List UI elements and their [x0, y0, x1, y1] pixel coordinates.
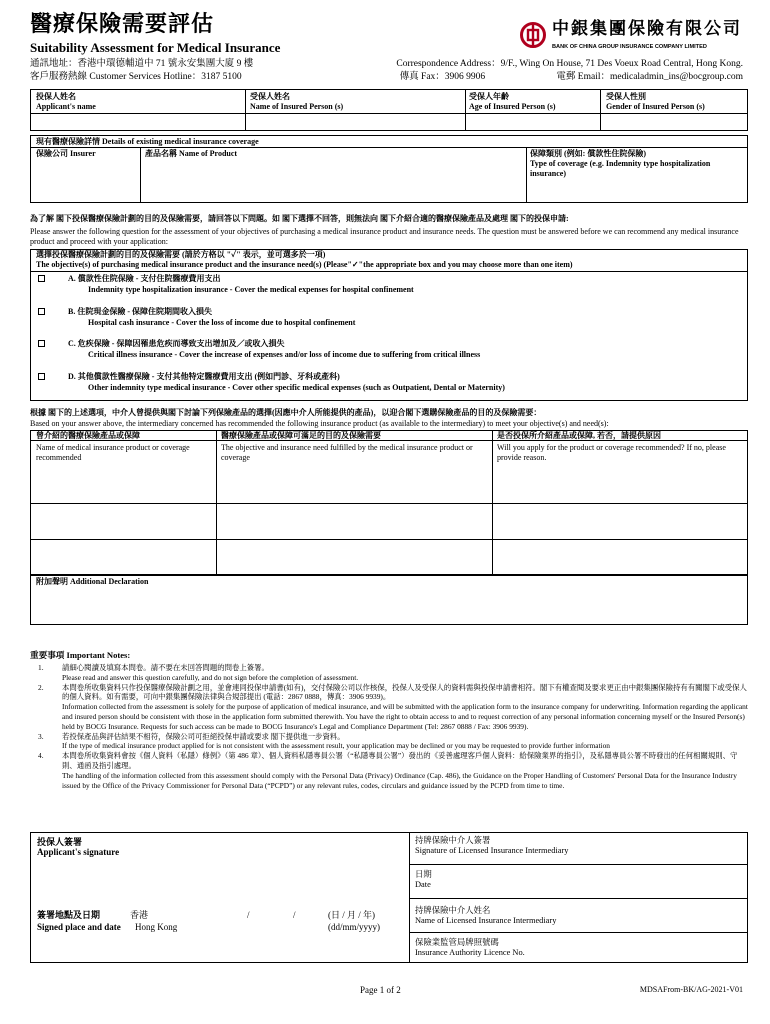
- rec-col-apply-en: Will you apply for the product or coverage recommended? If no, please provide reason.: [497, 443, 726, 462]
- company-logo: [520, 19, 748, 52]
- rec-col-apply-zh: 是否投保所介紹產品或保障, 若否，請提供原因: [497, 431, 661, 440]
- rec-col-objective-zh: 醫療保險產品或保障可滿足的目的及保險需要: [221, 431, 381, 440]
- checkbox-b[interactable]: [38, 308, 45, 315]
- form-code: MDSAFrom-BK/AG-2021-V01: [639, 985, 743, 994]
- licence-number-label[interactable]: 保險業監管局牌照號碼 Insurance Authority Licence No.: [415, 938, 525, 957]
- date-format-en: (dd/mm/yyyy): [328, 922, 380, 932]
- checkbox-c[interactable]: [38, 340, 45, 347]
- recommend-intro-zh: 根據 閣下的上述選項，中介人曾提供與閣下討論下列保險產品的選擇(因應中介人所能提供的產品)，以迎合閣下選購保險產品的目的及保險需要：: [30, 408, 542, 417]
- logo-text-zh: 中銀集團保險有限公司: [552, 19, 742, 39]
- insured-name-field[interactable]: [246, 114, 464, 130]
- company-address-block: [30, 58, 253, 84]
- note-item: 2. 本問卷所收集資料只作投保醫療保險計劃之用，並會連同投保申請書(如有)，交付保險公司以作核保，投保人及受保人的資料需與投保申請書相符。閣下有權查閱及要求更正由中銀集團保險持有有關閣下或受保人的個人資料。如有需要，可向中銀集團保險法律與合規部提出 (電話：2867 0888，傳真：3906 9939)。 Information collected from the assessment is solely for the purpose of application of medical insurance, and will be submitted with the application form to the insurance company for underwriting. Information regarding the applicant and insured person should be consistent with those in the application form submitted therewith. You have the right to obtain access to and to request correction of any personal information concerning myself or the Insured Person(s) held by BOCG Insurance. Requests for such access can be made to BOCG Insurance's Legal and Compliance Department (Tel: 2867 0888 / Fax: 3906 9939).: [38, 682, 748, 731]
- rec-col-product-zh: 曾介紹的醫療保險產品或保障: [36, 431, 140, 440]
- applicant-signature-field[interactable]: [37, 862, 397, 902]
- date-slash-1: /: [247, 910, 250, 920]
- product-name-label: 產品名稱 Name of Product: [145, 149, 238, 158]
- insured-gender-label: 受保人性別 Gender of Insured Person (s): [606, 92, 705, 111]
- note-item: 1. 請細心閱讀及填寫本問卷。請不要在未回答問題的問卷上簽署。 Please read and answer this question carefully, and do not sign before the completion of assessment.: [38, 663, 359, 682]
- recommend-intro-en: Based on your answer above, the intermediary concerned has recommended the following insurance product (as available to the intermediary) to meet your objective(s) and need(s):: [30, 419, 609, 428]
- intermediary-signature-label[interactable]: 持牌保險中介人簽署 Signature of Licensed Insurance Intermediary: [415, 836, 569, 855]
- existing-coverage-heading: 現有醫療保險詳情 Details of existing medical insurance coverage: [36, 137, 259, 146]
- insured-gender-field[interactable]: [601, 114, 747, 130]
- rec-col-objective-en: The objective and insurance need fulfilled by the medical insurance product or coverage: [221, 443, 473, 462]
- signed-place-value-en: Hong Kong: [135, 922, 178, 932]
- signed-date-field[interactable]: [200, 906, 320, 920]
- correspondence-block: [396, 58, 743, 84]
- note-item: 4. 本問卷所收集資料會按《個人資料（私隱）條例》（第 486 章）、個人資料私隱專員公署（“私隱專員公署”）發出的《妥善處理客戶個人資料：給保險業界的指引》，及私隱專員公署不時發出的任何相關規則、守則、通函及指引處理。 The handling of the information collected from this assessment should comply with the Personal Data (Privacy) Ordinance (Cap. 486), the Guidance on the Proper Handling of Customers' Personal Data for the Insurance Industry issued by the Office of the Privacy Commissioner for Personal Data (“PCPD”) or any relevant rules, codes, circulars and guidance issued by the PCPD from time to time.: [38, 751, 738, 790]
- signed-place-value-zh: 香港: [130, 910, 149, 920]
- insured-age-label: 受保人年齡 Age of Insured Person (s): [469, 92, 556, 111]
- insured-age-field[interactable]: [466, 114, 599, 130]
- important-notes-list: [38, 663, 748, 790]
- note-item: 3. 若投保產品與評估結果不相符，保險公司可拒絕投保申請或要求 閣下提供進一步資料。 If the type of medical insurance product applied for is not consistent with the assessment result, your application may be declined or you may be requested to provide further information: [38, 731, 610, 751]
- logo-text-en: BANK OF CHINA GROUP INSURANCE COMPANY LIMITED: [552, 44, 707, 50]
- date-slash-2: /: [293, 910, 296, 920]
- signed-place-label-zh: 簽署地點及日期: [37, 910, 101, 920]
- date-format-zh: (日 / 月 / 年): [328, 910, 375, 920]
- page-number: Page 1 of 2: [360, 985, 401, 995]
- page-title-en: Suitability Assessment for Medical Insurance: [30, 40, 281, 55]
- intermediary-name-label[interactable]: 持牌保險中介人姓名 Name of Licensed Insurance Intermediary: [415, 906, 557, 925]
- address-zh: 通訊地址：香港中環德輔道中 71 號永安集團大廈 9 樓: [30, 59, 254, 69]
- objectives-header: 選擇投保醫療保險計劃的目的及保險需要 (請於方格以 "✓" 表示，並可選多於一項) The objective(s) of purchasing medical insurance product and the insurance need(s) (Please"✓"the appropriate box and you may choose more than one item): [36, 250, 573, 269]
- insurer-label: 保險公司 Insurer: [36, 149, 96, 158]
- address-en: Correspondence Address：9/F., Wing On House, 71 Des Voeux Road Central, Hong Kong.: [396, 59, 743, 69]
- additional-declaration-label: 附加聲明 Additional Declaration: [36, 577, 149, 586]
- checkbox-d[interactable]: [38, 373, 45, 380]
- applicant-name-field[interactable]: [31, 114, 244, 130]
- insured-name-label: 受保人姓名 Name of Insured Person (s): [250, 92, 344, 111]
- hotline: 客戶服務熱線 Customer Services Hotline：3187 5100: [30, 72, 242, 82]
- intro-zh: 為了解 閣下投保醫療保險計劃的目的及保險需要，請回答以下問題。如 閣下選擇不回答，則無法向 閣下介紹合適的醫療保險產品及處理 閣下的投保申請:: [30, 214, 569, 223]
- signed-place-label-en: Signed place and date: [37, 922, 121, 932]
- page-title-zh: 醫療保險需要評估: [30, 12, 215, 37]
- intermediary-date-label[interactable]: 日期 Date: [415, 870, 432, 889]
- rec-col-product-en: Name of medical insurance product or coverage recommended: [36, 443, 190, 462]
- applicant-name-label: 投保人姓名 Applicant's name: [36, 92, 96, 111]
- important-notes-heading: 重要事項 Important Notes:: [30, 650, 131, 660]
- intro-en: Please answer the following question for the assessment of your objectives of purchasing a medical insurance product and insurance needs. The question must be answered before we can recommend any medical insurance product and proceed with your application:: [30, 227, 739, 246]
- coverage-type-label: 保障類別 (例如: 償款性住院保險) Type of coverage (e.g. Indemnity type hospitalization insurance): [530, 149, 711, 178]
- checkbox-a[interactable]: [38, 275, 45, 282]
- boc-logo-icon: [520, 22, 546, 48]
- applicant-signature-label: 投保人簽署 Applicant's signature: [37, 837, 120, 857]
- fax-email: 傳真 Fax：3906 9906 電郵 Email：medicaladmin_ins@bocgroup.com: [399, 72, 743, 82]
